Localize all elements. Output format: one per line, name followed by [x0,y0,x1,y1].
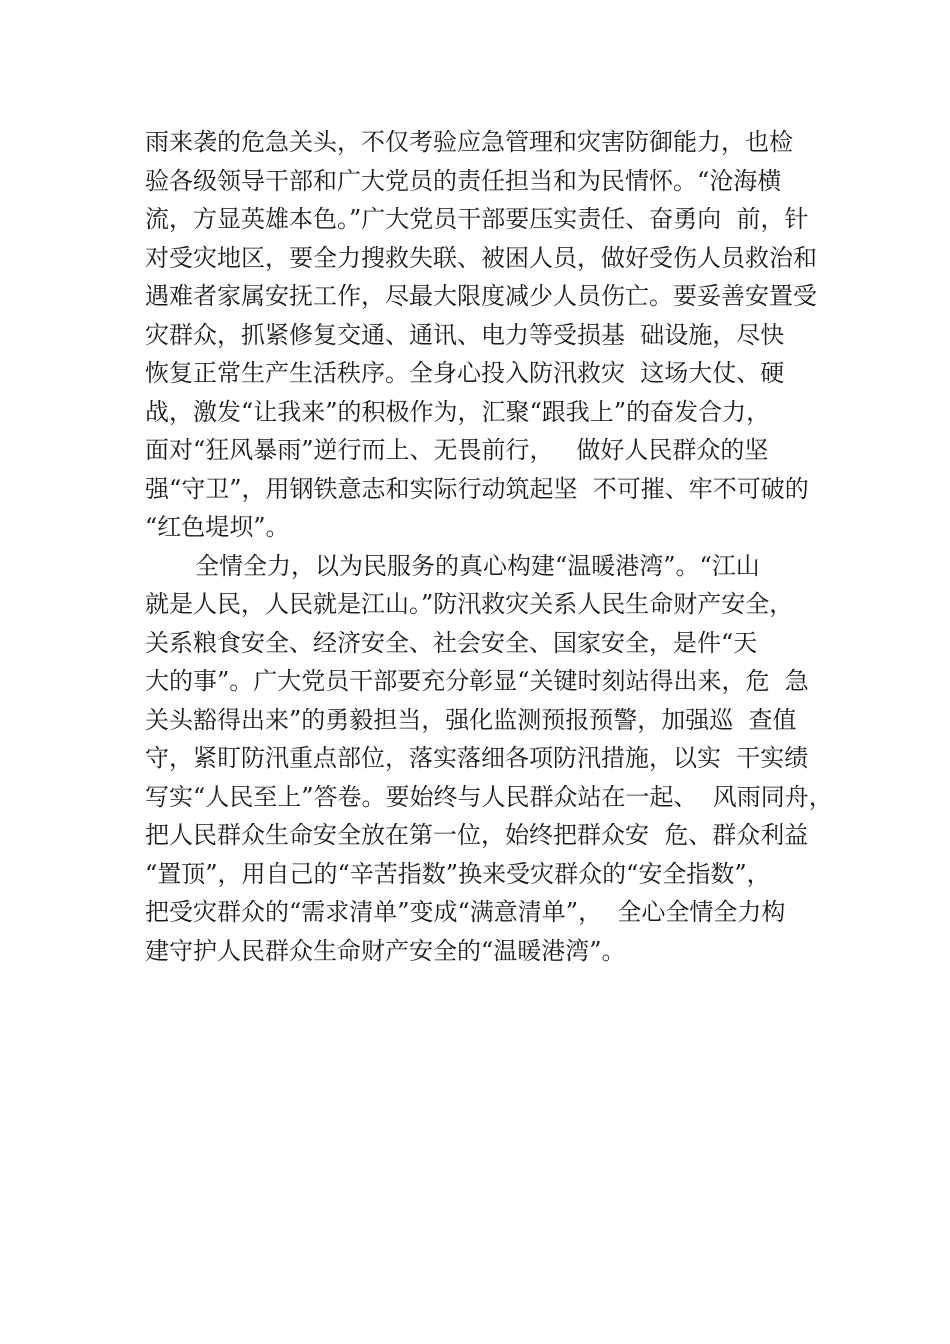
text-line: 强“守卫”，用钢铁意志和实际行动筑起坚 不可摧、牢不可破的 [145,474,809,503]
text-line: “红色堤坝”。 [145,513,290,541]
text-line: 建守护人民群众生命财产安全的“温暖港湾”。 [145,936,626,965]
text-line: 灾群众，抓紧修复交通、通讯、电力等受损基 础设施，尽快 [145,320,785,349]
text-line: 守，紧盯防汛重点部位，落实落细各项防汛措施，以实 干实绩 [145,744,809,772]
text-line: 验各级领导干部和广大党员的责任担当和为民情怀。“沧海横 [145,166,782,195]
paragraph-2 [145,547,845,971]
text-line: 把受灾群众的“需求清单”变成“满意清单”， 全心全情全力构 [145,898,786,926]
text-line: 战，激发“让我来”的积极作为，汇聚“跟我上”的奋发合力， [145,397,771,426]
text-line: 关系粮食安全、经济安全、社会安全、国家安全，是件“天 [145,628,758,657]
text-line: 就是人民，人民就是江山。”防汛救灾关系人民生命财产安全， [145,590,794,618]
text-line: 对受灾地区，要全力搜救失联、被困人员，做好受伤人员救治和 [145,243,817,272]
text-line: 面对“狂风暴雨”逆行而上、无畏前行， 做好人民群众的坚 [145,436,769,464]
text-line: 流，方显英雄本色。”广大党员干部要压实责任、奋勇向 前，针 [145,205,809,233]
text-line: 全情全力，以为民服务的真心构建“温暖港湾”。“江山 [195,551,760,580]
text-line: 关头豁得出来”的勇毅担当，强化监测预报预警，加强巡 查值 [145,705,797,734]
body-text [145,123,845,970]
text-line: 把人民群众生命安全放在第一位，始终把群众安 危、群众利益 [145,821,809,849]
text-line: 大的事”。广大党员干部要充分彰显“关键时刻站得出来，危 急 [145,667,809,695]
paragraph-1 [145,123,845,547]
text-line: 雨来袭的危急关头，不仅考验应急管理和灾害防御能力，也检 [145,128,793,156]
text-line: 写实“人民至上”答卷。要始终与人民群众站在一起、 风雨同舟， [145,782,833,811]
text-line: 遇难者家属安抚工作，尽最大限度减少人员伤亡。要妥善安置受 [145,282,817,310]
text-line: “置顶”，用自己的“辛苦指数”换来受灾群众的“安全指数”， [145,859,771,888]
text-line: 恢复正常生产生活秩序。全身心投入防汛救灾 这场大仗、硬 [145,359,785,387]
